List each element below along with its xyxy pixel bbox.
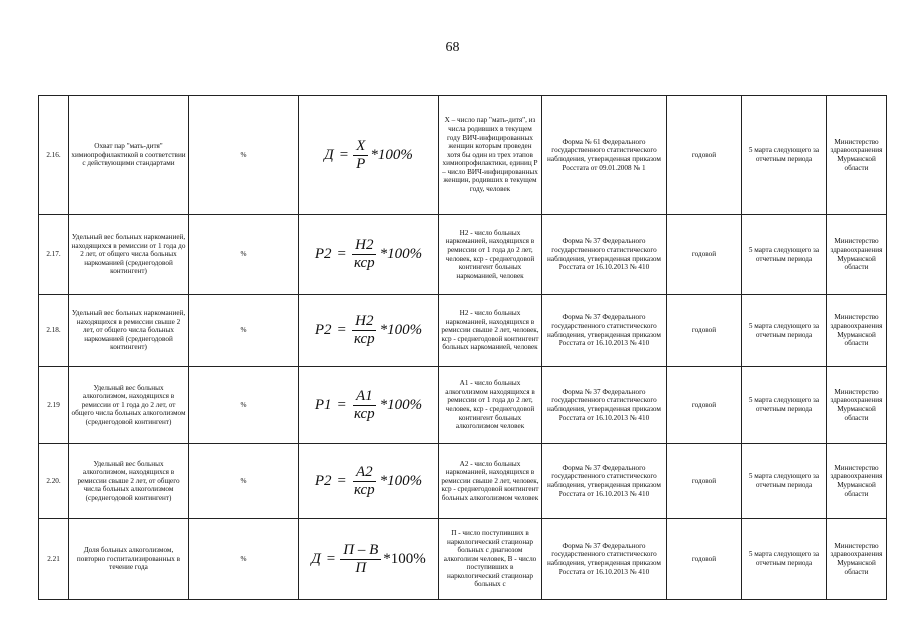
formula-multiplier: *100% [379,322,423,339]
formula-lhs: P2 [314,322,332,339]
formula-equals: = [326,550,336,567]
variable-description: А2 - число больных наркоманией, находящихся в ремиссии свыше 2 лет, человек, кср - среднегодовой контингент больных алкоголизмом человек [439,444,542,519]
formula-fraction [351,464,378,499]
formula-lhs: P1 [314,396,332,413]
unit: % [189,215,299,295]
formula-multiplier: *100% [383,550,426,567]
indicator-name: Удельный вес больных алкоголизмом, находящихся в ремиссии свыше 2 лет, от общего числа больных алкоголизмом (среднегодовой контингент) [69,444,189,519]
row-number: 2.16. [39,96,69,215]
unit: % [189,367,299,444]
responsible-body: Министерство здравоохранения Мурманской области [827,215,887,295]
formula-equals: = [337,396,347,413]
formula-cell [299,295,439,367]
row-number: 2.21 [39,519,69,600]
formula-numerator: A1 [353,388,376,406]
data-source: Форма № 61 Федерального государственного статистического наблюдения, утвержденная приказом Росстата от 09.01.2008 № 1 [542,96,667,215]
formula-denominator: P [356,155,366,172]
unit: % [189,519,299,600]
formula-numerator: П – В [340,542,381,560]
unit: % [189,295,299,367]
periodicity: годовой [667,295,742,367]
indicator-name: Удельный вес больных наркоманией, находящихся в ремиссии от 1 года до 2 лет, от общего числа больных наркоманией (среднегодовой контингент) [69,215,189,295]
data-source: Форма № 37 Федерального государственного статистического наблюдения, утвержденная приказом Росстата от 16.10.2013 № 410 [542,215,667,295]
responsible-body: Министерство здравоохранения Мурманской области [827,96,887,215]
variable-description: П - число поступивших в наркологический стационар больных с диагнозом алкоголизм человек, В - число поступивших в наркологический стационар больных с [439,519,542,600]
formula-denominator: П [355,559,367,576]
variable-description: X – число пар "мать-дитя", из числа родивших в текущем году ВИЧ-инфицированных женщин которым проведен хотя бы один из трех этапов химиопрофилактики, единиц Р – число ВИЧ-инфицированных женщин, родивших в текущем году, человек [439,96,542,215]
indicator-name: Удельный вес больных наркоманией, находящихся в ремиссии свыше 2 лет, от общего числа больных наркоманией (среднегодовой контингент) [69,295,189,367]
indicator-name: Удельный вес больных алкоголизмом, находящихся в ремиссии от 1 года до 2 лет, от общего числа больных алкоголизмом (среднегодовой контингент) [69,367,189,444]
data-source: Форма № 37 Федерального государственного статистического наблюдения, утвержденная приказом Росстата от 16.10.2013 № 410 [542,519,667,600]
formula-fraction [353,138,368,173]
table-row [39,215,887,295]
unit: % [189,96,299,215]
responsible-body: Министерство здравоохранения Мурманской области [827,519,887,600]
formula-denominator: кср [354,481,375,498]
deadline: 5 марта следующего за отчетным периода [742,96,827,215]
variable-description: Н2 - число больных наркоманией, находящихся в ремиссии от 1 года до 2 лет, человек, кср - среднегодовой контингент больных наркоманией, человек [439,215,542,295]
formula-denominator: кср [354,405,375,422]
formula-fraction [340,542,381,577]
row-number: 2.20. [39,444,69,519]
formula-fraction [351,237,378,272]
periodicity: годовой [667,444,742,519]
deadline: 5 марта следующего за отчетным периода [742,295,827,367]
formula-lhs: Д [311,550,321,567]
formula-numerator: H2 [352,313,376,331]
table-row [39,96,887,215]
formula-equals: = [337,246,347,263]
data-source: Форма № 37 Федерального государственного статистического наблюдения, утвержденная приказом Росстата от 16.10.2013 № 410 [542,295,667,367]
page-number: 68 [445,40,460,55]
formula-numerator: X [353,138,368,156]
row-number: 2.18. [39,295,69,367]
unit: % [189,444,299,519]
formula [315,237,422,272]
periodicity: годовой [667,215,742,295]
formula-fraction [351,388,378,423]
deadline: 5 марта следующего за отчетным периода [742,367,827,444]
formula-multiplier: *100% [379,472,423,489]
variable-description: А1 - число больных алкоголизмом находящихся в ремиссии от 1 года до 2 лет, человек, кср - среднегодовой контингент больных алкоголизмом человек [439,367,542,444]
formula-equals: = [339,146,349,163]
table-row [39,519,887,600]
formula [311,542,426,577]
formula-multiplier: *100% [379,246,423,263]
formula-denominator: кср [354,255,375,271]
formula-cell [299,519,439,600]
row-number: 2.17. [39,215,69,295]
formula-lhs: Д [324,146,334,163]
periodicity: годовой [667,519,742,600]
indicator-name: Охват пар "мать-дитя" химиопрофилактикой в соответствии с действующими стандартами [69,96,189,215]
data-source: Форма № 37 Федерального государственного статистического наблюдения, утвержденная приказом Росстата от 16.10.2013 № 410 [542,367,667,444]
periodicity: годовой [667,96,742,215]
formula [315,388,422,423]
formula-numerator: A2 [353,464,376,482]
data-source: Форма № 37 Федерального государственного статистического наблюдения, утвержденная приказом Росстата от 16.10.2013 № 410 [542,444,667,519]
row-number: 2.19 [39,367,69,444]
table-row [39,367,887,444]
formula-cell [299,367,439,444]
periodicity: годовой [667,367,742,444]
deadline: 5 марта следующего за отчетным периода [742,519,827,600]
variable-description: Н2 - число больных наркоманией, находящихся в ремиссии свыше 2 лет, человек, кср - среднегодовой контингент больных наркоманией, человек [439,295,542,367]
deadline: 5 марта следующего за отчетным периода [742,215,827,295]
formula [315,464,422,499]
table-row [39,295,887,367]
responsible-body: Министерство здравоохранения Мурманской области [827,367,887,444]
formula [315,313,422,348]
formula-cell [299,444,439,519]
responsible-body: Министерство здравоохранения Мурманской области [827,295,887,367]
formula-cell [299,215,439,295]
deadline: 5 марта следующего за отчетным периода [742,444,827,519]
formula-denominator: кср [354,331,375,347]
formula-equals: = [337,322,347,339]
formula-multiplier: *100% [370,146,413,163]
formula-fraction [351,313,378,348]
formula-numerator: H2 [352,237,376,255]
indicator-name: Доля больных алкоголизмом, повторно госпитализированных в течение года [69,519,189,600]
formula [324,138,413,173]
formula-lhs: P2 [314,472,332,489]
indicators-table [38,95,887,600]
formula-equals: = [337,472,347,489]
formula-multiplier: *100% [379,396,423,413]
table-row [39,444,887,519]
responsible-body: Министерство здравоохранения Мурманской области [827,444,887,519]
formula-cell [299,96,439,215]
formula-lhs: P2 [314,246,332,263]
